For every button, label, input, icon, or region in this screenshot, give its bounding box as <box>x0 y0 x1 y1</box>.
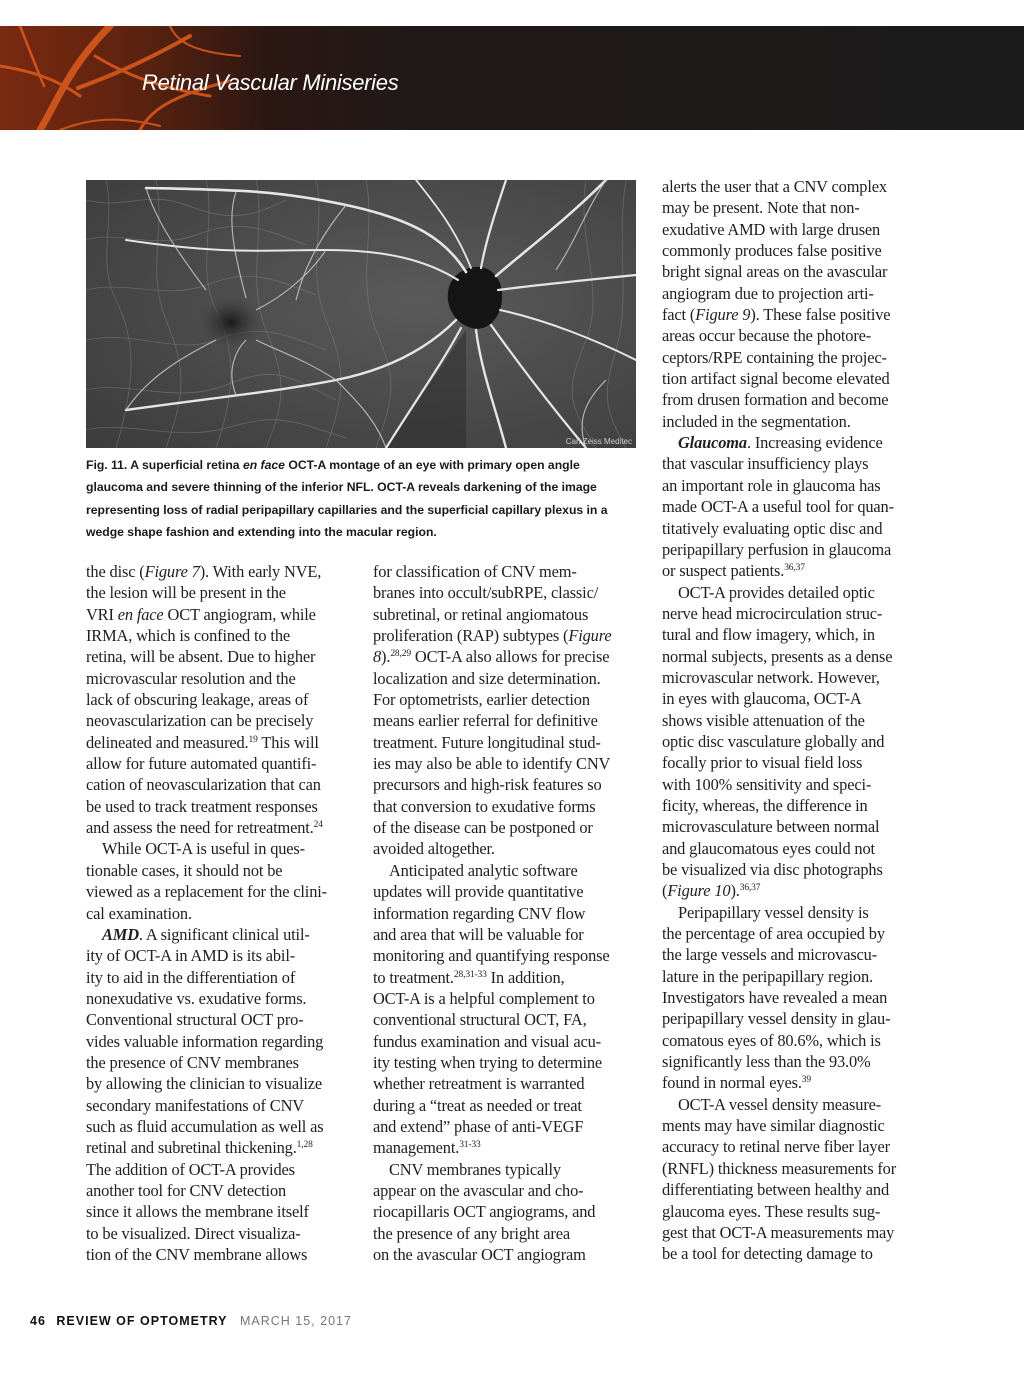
text-line: appear on the avascular and cho- <box>373 1180 584 1200</box>
text-line: cation of neovascularization that can <box>86 775 321 795</box>
text-line: since it allows the membrane itself <box>86 1202 309 1222</box>
text-line: Anticipated analytic software <box>389 860 578 880</box>
header-banner <box>0 26 1024 130</box>
text-line: accuracy to retinal nerve fiber layer <box>662 1137 890 1157</box>
text-line: secondary manifestations of CNV <box>86 1095 304 1115</box>
text-line: the lesion will be present in the <box>86 583 286 603</box>
text-line: means earlier referral for definitive <box>373 711 598 731</box>
text-line: gest that OCT-A measurements may <box>662 1222 895 1242</box>
text-line: by allowing the clinician to visualize <box>86 1074 322 1094</box>
figure-caption <box>86 454 638 543</box>
text-line: microvascular resolution and the <box>86 668 296 688</box>
text-line: fundus examination and visual acu- <box>373 1031 601 1051</box>
issue-date: MARCH 15, 2017 <box>239 1314 352 1328</box>
text-line: the presence of CNV membranes <box>86 1052 299 1072</box>
article-column-2 <box>373 561 638 1265</box>
text-line: Investigators have revealed a mean <box>662 988 888 1008</box>
text-line: CNV membranes typically <box>389 1159 561 1179</box>
text-line: during a “treat as needed or treat <box>373 1095 582 1115</box>
text-line: such as fluid accumulation as well as <box>86 1116 324 1136</box>
citation-ref: 39 <box>801 1075 811 1086</box>
citation-ref: 28,29 <box>390 649 411 660</box>
article-column-3 <box>662 176 930 1265</box>
text-line: (Figure 10).$^{36,37}$ <box>662 881 761 901</box>
text-line: microvasculature between normal <box>662 817 880 837</box>
text-line: cal examination. <box>86 903 192 923</box>
text-line: angiogram due to projection arti- <box>662 283 874 303</box>
text-line: to be visualized. Direct visualiza- <box>86 1223 301 1243</box>
caption-text-2: OCT-A montage of an eye with primary open angle glaucoma and severe thinning of the inferior NFL. OCT-A reveals darkening of the image representing loss of radial peripapillary capillaries and the superficial capillary plexus in a wedge shape fashion and extending into the macular region. <box>86 458 608 539</box>
citation-ref: 36,37 <box>739 883 761 894</box>
text-line: OCT-A is a helpful complement to <box>373 988 595 1008</box>
page-number: 46 <box>30 1314 46 1328</box>
citation-ref: 31-33 <box>459 1140 481 1151</box>
caption-label: Fig. 11. <box>86 458 128 472</box>
text-line: OCT-A vessel density measure- <box>678 1094 882 1114</box>
text-line: While OCT-A is useful in ques- <box>102 839 305 859</box>
text-line: glaucoma eyes. These results sug- <box>662 1201 881 1221</box>
text-line: branes into occult/subRPE, classic/ <box>373 583 599 603</box>
text-line: be a tool for detecting damage to <box>662 1244 873 1264</box>
text-line: peripapillary vessel density in glau- <box>662 1009 891 1029</box>
text-line: normal subjects, presents as a dense <box>662 646 893 666</box>
text-line: peripapillary perfusion in glaucoma <box>662 539 892 559</box>
text-line: The addition of OCT-A provides <box>86 1159 295 1179</box>
text-line: and assess the need for retreatment.$^{24}$ <box>86 818 323 838</box>
text-line: Glaucoma. Increasing evidence <box>678 433 883 453</box>
text-line: Conventional structural OCT pro- <box>86 1010 304 1030</box>
text-line: conventional structural OCT, FA, <box>373 1010 587 1030</box>
text-line: found in normal eyes.$^{39}$ <box>662 1073 811 1093</box>
section-head-glaucoma: Glaucoma <box>678 433 747 453</box>
text-line: another tool for CNV detection <box>86 1180 287 1200</box>
text-line: VRI en face OCT angiogram, while <box>86 604 316 624</box>
text-line: and area that will be valuable for <box>373 924 584 944</box>
text-line: or suspect patients.$^{36,37}$ <box>662 561 805 581</box>
text-line: 8).$^{28,29}$ OCT-A also allows for precise <box>373 647 610 667</box>
text-line: retina, will be absent. Due to higher <box>86 647 316 667</box>
text-line: from drusen formation and become <box>662 390 889 410</box>
text-line: localization and size determination. <box>373 668 601 688</box>
text-line: commonly produces false positive <box>662 241 882 261</box>
text-line: subretinal, or retinal angiomatous <box>373 604 589 624</box>
text-line: tion artifact signal become elevated <box>662 369 890 389</box>
text-line: on the avascular OCT angiogram <box>373 1245 586 1264</box>
series-title: Retinal Vascular Miniseries <box>142 70 399 95</box>
oct-a-figure-image <box>86 180 636 448</box>
caption-text-1: A superficial retina <box>130 458 240 472</box>
text-line: riocapillaris OCT angiograms, and <box>373 1202 596 1222</box>
text-line: ies may also be able to identify CNV <box>373 754 611 774</box>
article-column-1 <box>86 561 351 1265</box>
figure-credit: Carl Zeiss Meditec <box>565 437 632 446</box>
text-line: be visualized via disc photographs <box>662 860 883 879</box>
text-line: ity of OCT-A in AMD is its abil- <box>86 946 296 966</box>
text-line: neovascularization can be precisely <box>86 711 314 731</box>
text-line: allow for future automated quantifi- <box>86 754 317 774</box>
text-line: IRMA, which is confined to the <box>86 626 290 646</box>
text-line: the percentage of area occupied by <box>662 924 885 944</box>
text-line: differentiating between healthy and <box>662 1180 890 1200</box>
text-line: of the disease can be postponed or <box>373 818 593 838</box>
text-line: ity testing when trying to determine <box>373 1052 603 1072</box>
text-line: lature in the peripapillary region. <box>662 966 873 986</box>
text-line: ments may have similar diagnostic <box>662 1116 885 1136</box>
text-line: the large vessels and microvascu- <box>662 945 878 965</box>
caption-term: en face <box>242 458 285 472</box>
text-line: lack of obscuring leakage, areas of <box>86 690 309 710</box>
text-line: in eyes with glaucoma, OCT-A <box>662 689 862 709</box>
text-line: an important role in glaucoma has <box>662 475 881 495</box>
text-line: updates will provide quantitative <box>373 882 584 902</box>
text-line: For optometrists, earlier detection <box>373 690 590 710</box>
text-line: may be present. Note that non- <box>662 198 860 218</box>
text-line: treatment. Future longitudinal stud- <box>373 732 601 752</box>
text-line: exudative AMD with large drusen <box>662 219 881 239</box>
text-line: for classification of CNV mem- <box>373 562 577 581</box>
text-line: tionable cases, it should not be <box>86 860 283 880</box>
text-line: (RNFL) thickness measurements for <box>662 1158 897 1178</box>
section-head-amd: AMD <box>102 924 139 944</box>
text-line: comatous eyes of 80.6%, which is <box>662 1030 881 1050</box>
text-line: vides valuable information regarding <box>86 1031 324 1051</box>
text-line: ceptors/RPE containing the projec- <box>662 347 887 367</box>
text-line: fact (Figure 9). These false positive <box>662 305 891 325</box>
text-line: tural and flow imagery, which, in <box>662 625 875 645</box>
text-line: ficity, whereas, the difference in <box>662 795 868 815</box>
text-line: ity to aid in the differentiation of <box>86 967 296 987</box>
text-line: significantly less than the 93.0% <box>662 1052 871 1072</box>
text-line: delineated and measured.$^{19}$ This will <box>86 732 319 752</box>
text-line: be used to track treatment responses <box>86 796 318 816</box>
text-line: made OCT-A a useful tool for quan- <box>662 497 894 517</box>
text-line: that vascular insufficiency plays <box>662 454 869 474</box>
text-line: retinal and subretinal thickening.$^{1,28}$ <box>86 1138 313 1158</box>
text-line: proliferation (RAP) subtypes (Figure <box>373 626 612 646</box>
page-footer <box>30 1314 352 1328</box>
text-line: areas occur because the photore- <box>662 326 872 346</box>
text-line: optic disc vasculature globally and <box>662 731 885 751</box>
text-line: with 100% sensitivity and speci- <box>662 774 872 794</box>
text-line: the presence of any bright area <box>373 1223 570 1243</box>
citation-ref: 19 <box>248 734 258 745</box>
text-line: information regarding CNV flow <box>373 903 586 923</box>
text-line: management.$^{31-33}$ <box>373 1138 481 1158</box>
publication-name: REVIEW OF OPTOMETRY <box>56 1314 228 1328</box>
text-line: viewed as a replacement for the clini- <box>86 882 327 902</box>
text-line: bright signal areas on the avascular <box>662 262 888 282</box>
text-line: precursors and high-risk features so <box>373 775 602 795</box>
text-line: whether retreatment is warranted <box>373 1074 585 1094</box>
text-line: nonexudative vs. exudative forms. <box>86 988 307 1008</box>
text-line: focally prior to visual field loss <box>662 753 863 773</box>
text-line: to treatment.$^{28,31-33}$ In addition, <box>373 967 565 987</box>
text-line: that conversion to exudative forms <box>373 796 596 816</box>
text-line: tion of the CNV membrane allows <box>86 1245 308 1264</box>
citation-ref: 1,28 <box>296 1140 313 1151</box>
citation-ref: 24 <box>313 820 323 831</box>
text-line: microvascular network. However, <box>662 667 880 687</box>
text-line: OCT-A provides detailed optic <box>678 582 875 602</box>
text-line: Peripapillary vessel density is <box>678 902 869 922</box>
text-line: monitoring and quantifying response <box>373 946 610 966</box>
text-line: the disc (Figure 7). With early NVE, <box>86 562 322 581</box>
citation-ref: 28,31-33 <box>453 969 487 980</box>
text-line: and glaucomatous eyes could not <box>662 838 875 858</box>
text-line: nerve head microcirculation struc- <box>662 603 883 623</box>
oct-a-angiogram-graphic <box>86 180 636 448</box>
text-line: AMD. A significant clinical util- <box>102 924 310 944</box>
citation-ref: 36,37 <box>784 563 805 574</box>
text-line: alerts the user that a CNV complex <box>662 177 887 196</box>
text-line: avoided altogether. <box>373 839 495 859</box>
text-line: and extend” phase of anti-VEGF <box>373 1116 584 1136</box>
text-line: titatively evaluating optic disc and <box>662 518 883 538</box>
text-line: included in the segmentation. <box>662 411 851 431</box>
text-line: shows visible attenuation of the <box>662 710 865 730</box>
